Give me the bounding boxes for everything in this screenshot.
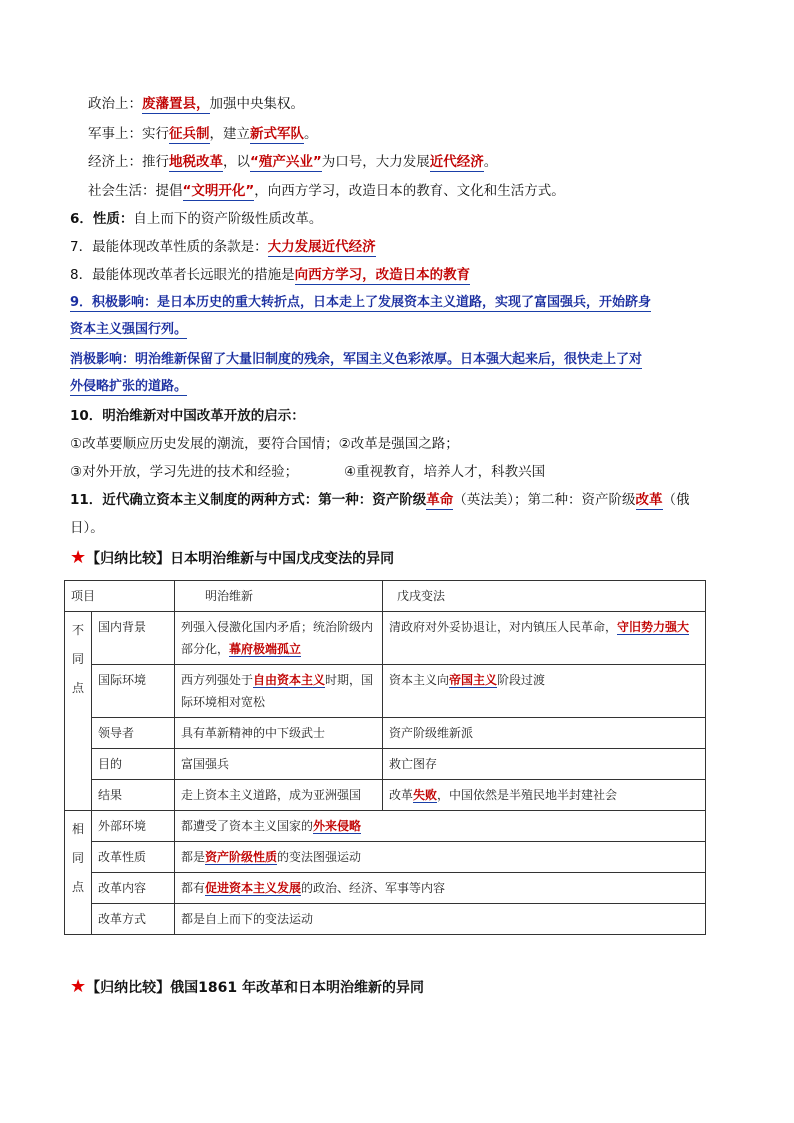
- item-text: 。: [304, 126, 318, 142]
- key-term: 近代经济: [429, 154, 484, 170]
- star-icon: ★: [70, 976, 87, 997]
- row-item: 结果: [92, 780, 175, 811]
- table-row: [65, 811, 706, 842]
- item-text: 加强中央集权。: [209, 96, 304, 112]
- q11-text: （俄: [662, 492, 690, 508]
- q9-text: 外侵略扩张的道路。: [70, 379, 188, 394]
- cell-text: 都有: [181, 881, 206, 895]
- q-label: 7．最能体现改革性质的条款是：: [70, 239, 268, 255]
- cell-text: 阶段过渡: [497, 673, 546, 687]
- q9-text: 资本主义强国行列。: [70, 322, 188, 337]
- row-item: 目的: [92, 749, 175, 780]
- q10-title: 10．明治维新对中国改革开放的启示：: [70, 408, 305, 424]
- key-term: 自由资本主义: [253, 673, 326, 687]
- q9-positive-line2: [70, 320, 187, 340]
- cell-text: 都是: [181, 850, 206, 864]
- cell-text: 清政府对外妥协退让，对内镇压人民革命，: [389, 620, 618, 634]
- wuxu-cell: [383, 665, 706, 718]
- key-term: 外来侵略: [313, 819, 362, 833]
- q10-line2: [70, 462, 546, 482]
- wuxu-cell: 资产阶级维新派: [383, 718, 706, 749]
- group-label: 不同点: [65, 612, 92, 811]
- row-item: 改革方式: [92, 904, 175, 935]
- row-item: 国内背景: [92, 612, 175, 665]
- header-cell: 戊戌变法: [383, 581, 706, 612]
- item-economy: [88, 152, 497, 172]
- item-label: 军事上：实行: [88, 126, 169, 142]
- common-cell: [175, 842, 706, 873]
- table-row: [65, 718, 706, 749]
- row-item: 国际环境: [92, 665, 175, 718]
- key-term: 新式军队: [250, 126, 304, 142]
- q8: [70, 265, 470, 285]
- key-term: 资产阶级性质: [205, 850, 278, 864]
- section-heading: [70, 548, 394, 569]
- header-cell: 明治维新: [175, 581, 383, 612]
- key-term: 大力发展近代经济: [267, 239, 376, 255]
- item-social: [88, 181, 565, 201]
- key-term: 征兵制: [169, 126, 210, 142]
- q11-line2: 日）。: [70, 520, 104, 536]
- table-row: [65, 904, 706, 935]
- section-heading: [70, 977, 424, 998]
- q9-text: 消极影响：明治维新保留了大量旧制度的残余，军国主义色彩浓厚。日本强大起来后，很快走上了对: [70, 352, 643, 367]
- q6: [70, 209, 322, 229]
- item-label: 社会生活：提倡: [88, 183, 183, 199]
- table-row: [65, 665, 706, 718]
- item-text: 为口号，大力发展: [321, 154, 430, 170]
- table-row: [65, 612, 706, 665]
- wuxu-cell: 救亡图存: [383, 749, 706, 780]
- meiji-cell: 具有革新精神的中下级武士: [175, 718, 383, 749]
- row-item: 领导者: [92, 718, 175, 749]
- group-label: 相同点: [65, 811, 92, 935]
- common-cell: [175, 811, 706, 842]
- q11-label: 11．近代确立资本主义制度的两种方式：第一种：资产阶级: [70, 492, 427, 508]
- q-label: 8．最能体现改革者长远眼光的措施是: [70, 267, 295, 283]
- q9-text: 9．积极影响：是日本历史的重大转折点，日本走上了发展资本主义道路，实现了富国强兵，开始跻身: [70, 295, 652, 310]
- item-politics: [88, 94, 304, 114]
- cell-text: ，中国依然是半殖民地半封建社会: [437, 788, 618, 802]
- table-header-row: [65, 581, 706, 612]
- item-text: ，以: [223, 154, 250, 170]
- cell-text: 的变法图强运动: [277, 850, 362, 864]
- section-title: 【归纳比较】日本明治维新与中国戊戌变法的异同: [86, 551, 395, 567]
- key-term: 向西方学习，改造日本的教育: [294, 267, 471, 283]
- item-text: ，建立: [209, 126, 250, 142]
- q10-point4: ④重视教育，培养人才，科教兴国: [344, 464, 546, 480]
- item-label: 经济上：推行: [88, 154, 169, 170]
- item-military: [88, 124, 318, 144]
- cell-text: 资本主义向: [389, 673, 450, 687]
- cell-text: 改革: [389, 788, 414, 802]
- star-icon: ★: [70, 547, 87, 568]
- cell-text: 时期，国际环境相对宽松: [181, 673, 374, 709]
- wuxu-cell: [383, 780, 706, 811]
- common-cell: [175, 873, 706, 904]
- key-term: 改革: [635, 492, 663, 508]
- row-item: 外部环境: [92, 811, 175, 842]
- cell-text: 西方列强处于: [181, 673, 254, 687]
- q11-line1: [70, 490, 690, 510]
- row-item: 改革性质: [92, 842, 175, 873]
- meiji-cell: 富国强兵: [175, 749, 383, 780]
- key-term: “文明开化”: [182, 183, 255, 199]
- q-label: 6．性质：: [70, 211, 134, 227]
- key-term: 地税改革: [169, 154, 223, 170]
- table-row: [65, 749, 706, 780]
- q10-point3: ③对外开放，学习先进的技术和经验；: [70, 464, 299, 480]
- meiji-cell: [175, 612, 383, 665]
- item-text: 。: [483, 154, 498, 170]
- key-term: 守旧势力强大: [617, 620, 690, 634]
- table-row: [65, 780, 706, 811]
- common-cell: 都是自上而下的变法运动: [175, 904, 706, 935]
- header-cell: 项目: [65, 581, 175, 612]
- key-term: 幕府极端孤立: [229, 642, 302, 656]
- section-title: 【归纳比较】俄国1861 年改革和日本明治维新的异同: [86, 980, 424, 996]
- item-text: ，向西方学习，改造日本的教育、文化和生活方式。: [254, 183, 565, 199]
- key-term: 失败: [413, 788, 438, 802]
- table-row: [65, 873, 706, 904]
- key-term: 革命: [426, 492, 454, 508]
- wuxu-cell: [383, 612, 706, 665]
- key-term: 促进资本主义发展: [205, 881, 302, 895]
- q7: [70, 237, 376, 257]
- key-term: 废藩置县，: [142, 96, 210, 112]
- cell-text: 都遭受了资本主义国家的: [181, 819, 314, 833]
- comparison-table: [64, 580, 706, 935]
- q11-text: （英法美）；第二种：资产阶级: [453, 492, 636, 508]
- meiji-cell: 走上资本主义道路，成为亚洲强国: [175, 780, 383, 811]
- item-label: 政治上：: [88, 96, 142, 112]
- table-row: [65, 842, 706, 873]
- row-item: 改革内容: [92, 873, 175, 904]
- q9-negative-line2: [70, 377, 187, 397]
- q10-line1: ①改革要顺应历史发展的潮流，要符合国情；②改革是强国之路；: [70, 436, 459, 452]
- q-text: 自上而下的资产阶级性质改革。: [133, 211, 323, 227]
- cell-text: 的政治、经济、军事等内容: [301, 881, 446, 895]
- key-term: “殖产兴业”: [250, 154, 322, 170]
- q9-positive-line1: [70, 293, 651, 313]
- key-term: 帝国主义: [449, 673, 498, 687]
- cell-text: 列强入侵激化国内矛盾；统治阶级内部分化，: [181, 620, 374, 656]
- meiji-cell: [175, 665, 383, 718]
- q9-negative-line1: [70, 350, 642, 370]
